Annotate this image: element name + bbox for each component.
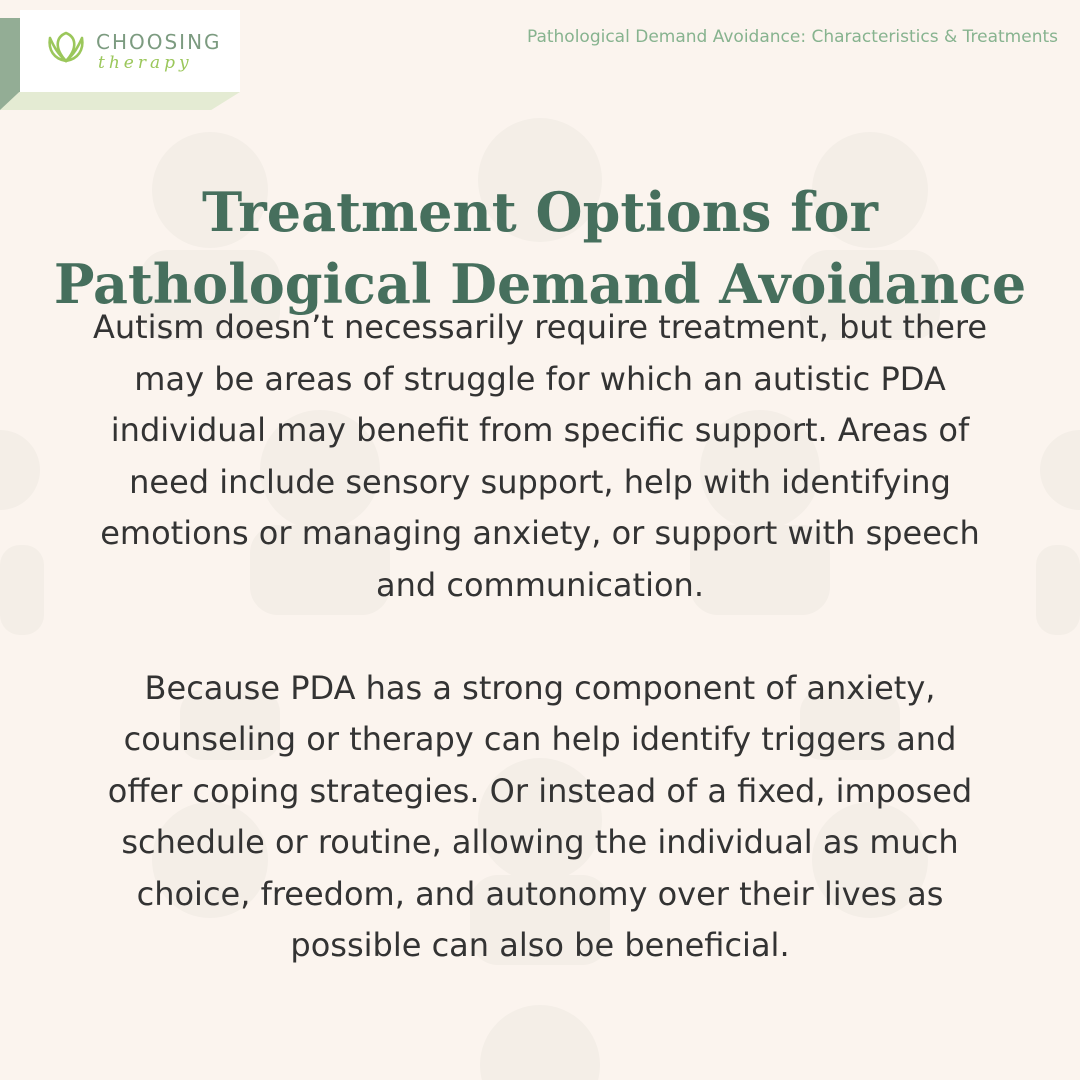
header-subtitle: Pathological Demand Avoidance: Characteristics & Treatments xyxy=(526,27,1058,47)
logo-wordmark: CHOOSING xyxy=(96,30,222,54)
title-line-1: Treatment Options for xyxy=(202,180,878,245)
body-paragraph-1: Autism doesn’t necessarily require treatment, but there may be areas of struggle for which an autistic PDA individual may benefit from specific support. Areas of need include sensory support, help with identifying emotions or managing anxiety, or support with speech and communication. xyxy=(92,308,988,604)
logo-card xyxy=(20,10,240,92)
title-line-2: Pathological Demand Avoidance xyxy=(53,252,1027,317)
logo-script-text: therapy xyxy=(98,53,193,73)
article-body xyxy=(90,302,990,972)
logo-bottom-accent xyxy=(0,92,240,110)
brand-logo xyxy=(0,0,240,110)
lotus-icon xyxy=(40,28,92,68)
page-title xyxy=(0,176,1080,320)
body-paragraph-2: Because PDA has a strong component of anxiety, counseling or therapy can help identify triggers and offer coping strategies. Or instead of a fixed, imposed schedule or routine, allowing the individual as much choice, freedom, and autonomy over their lives as possible can also be beneficial. xyxy=(107,668,973,964)
